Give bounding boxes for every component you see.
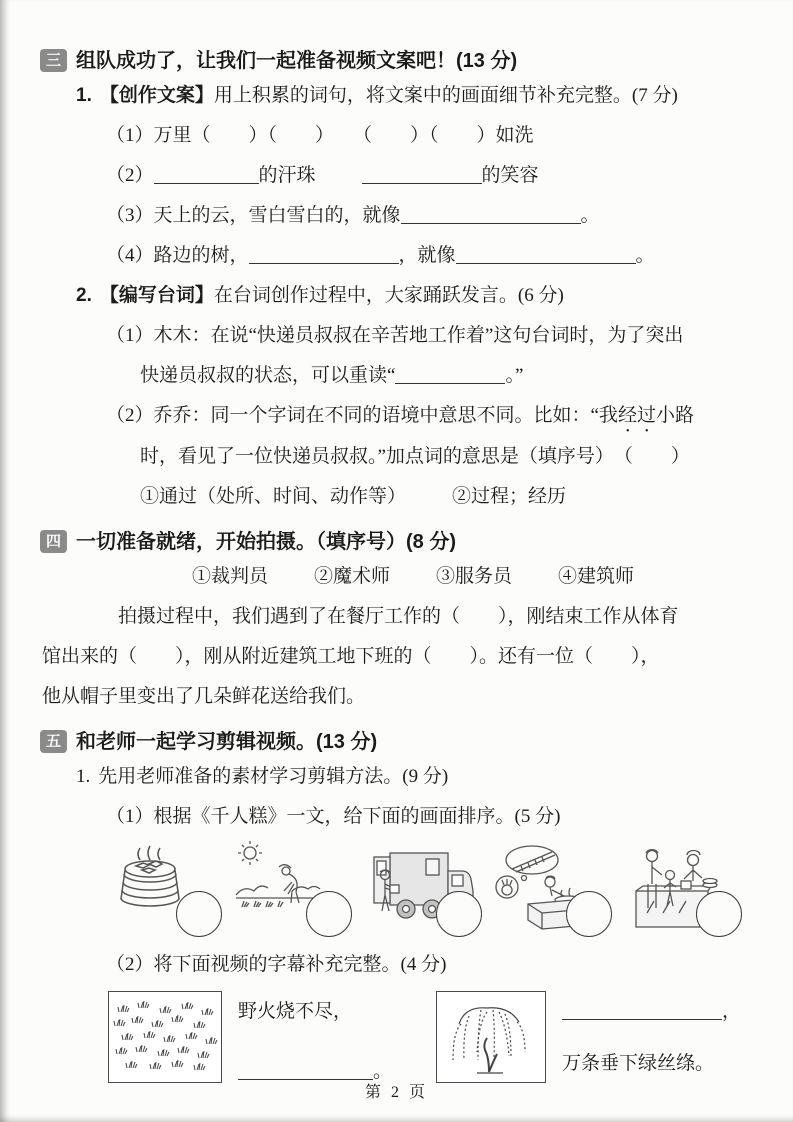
s5-sub2-line: （2）将下面视频的字幕补充完整。(4 分) (106, 954, 447, 975)
q1-item2-seg1: 的汗珠 (258, 165, 316, 186)
section-4-para-line1: 拍摄过程中，我们遇到了在餐厅工作的（ ），刚结束工作从体育 (118, 606, 679, 627)
caption-right-text (562, 991, 741, 1085)
q2-item1-line2-end: 。” (505, 365, 524, 386)
q1-item3-end: 。 (580, 205, 600, 226)
answer-blank[interactable] (456, 261, 636, 264)
q1-item4 (40, 236, 759, 276)
grass-field-image (108, 991, 222, 1083)
q2-item1-line2 (40, 356, 759, 396)
q2-tag: 【编写台词】 (99, 285, 214, 306)
caption-right-line1-end: ， (722, 1001, 742, 1022)
answer-circle[interactable] (696, 891, 742, 937)
answer-circle[interactable] (306, 891, 352, 937)
q1-number: 1. (76, 85, 92, 106)
q2-desc: 在台词创作过程中，大家踊跃发言。(6 分) (213, 285, 564, 306)
answer-blank[interactable] (562, 1017, 722, 1020)
q2-number: 2. (76, 285, 92, 306)
q2-desc-line (40, 276, 759, 316)
q2-item1-line2-pre: 快递员叔叔的状态，可以重读“ (140, 365, 396, 386)
q1-item4-end: 。 (635, 245, 655, 266)
q2-item2-options (40, 477, 759, 517)
q1-desc: 用上积累的词句，将文案中的画面细节补充完整。(7 分) (213, 85, 678, 106)
answer-blank[interactable] (362, 181, 482, 184)
picture-cooking-sugar (494, 841, 616, 939)
q1-tag: 【创作文案】 (99, 85, 214, 106)
section-3-title: 组队成功了，让我们一起准备视频文案吧！(13 分) (76, 50, 518, 72)
s5-q1-desc: 先用老师准备的素材学习剪辑方法。(9 分) (98, 766, 449, 787)
section-3-badge: 三 (40, 49, 67, 72)
caption-left-text (238, 991, 392, 1093)
q1-item2 (40, 156, 759, 196)
section-4-title: 一切准备就绪，开始拍摄。（填序号）(8 分) (76, 531, 456, 553)
grass-illustration (109, 992, 221, 1076)
answer-circle[interactable] (436, 891, 482, 937)
q1-desc-line (40, 76, 759, 116)
willow-illustration (437, 992, 545, 1076)
q2-item2-dotted-word: 经过 (617, 405, 656, 426)
answer-circle[interactable] (566, 891, 612, 937)
answer-blank[interactable] (249, 261, 399, 264)
option-waiter: ③服务员 (436, 566, 513, 587)
caption-left-line2-end: 。 (373, 1061, 393, 1082)
s5-q1-line (40, 757, 759, 797)
q2-item2-line1-pre: （2）乔乔：同一个字词在不同的语境中意思不同。比如：“我 (106, 405, 618, 426)
q2-option-1: ①通过（处所、时间、动作等） (140, 486, 407, 507)
answer-blank[interactable] (395, 381, 505, 384)
section-4-para-line2: 馆出来的（ ），刚从附近建筑工地下班的（ ）。还有一位（ ）， (42, 646, 660, 667)
page-number: 第 2 页 (364, 1084, 428, 1101)
answer-blank[interactable] (401, 221, 581, 224)
q1-item4-mid: ，就像 (398, 245, 456, 266)
section-3-header (40, 46, 759, 76)
section-4-para-line3: 他从帽子里变出了几朵鲜花送给我们。 (42, 686, 366, 707)
q2-item2-line1 (40, 396, 759, 437)
s5-sub1-line: （1）根据《千人糕》一文，给下面的画面排序。(5 分) (106, 806, 561, 827)
section-5-badge: 五 (40, 730, 67, 753)
picture-ordering-row (40, 841, 759, 939)
option-referee: ①裁判员 (192, 566, 269, 587)
option-architect: ④建筑师 (558, 566, 635, 587)
answer-circle[interactable] (176, 891, 222, 937)
q2-option-2: ②过程；经历 (452, 486, 567, 507)
picture-steaming-rice-cake (104, 841, 226, 939)
picture-delivery-truck (364, 841, 486, 939)
s5-q1-number: 1. (76, 766, 91, 787)
caption-right-line1 (562, 991, 741, 1033)
q1-item2-seg2: 的笑容 (481, 165, 539, 186)
section-5-header (40, 727, 759, 757)
option-magician: ②魔术师 (314, 566, 391, 587)
q2-item2-line1-end: 小路 (655, 405, 694, 426)
section-4-options (40, 557, 759, 597)
picture-shop-counter (624, 841, 746, 939)
q1-item1: （1）万里（ ）（ ） （ ）（ ）如洗 (106, 125, 534, 146)
q1-item4-pre: （4）路边的树， (106, 245, 249, 266)
q2-item1-line1: （1）木木：在说“快递员叔叔在辛苦地工作着”这句台词时，为了突出 (106, 325, 684, 346)
section-5-title: 和老师一起学习剪辑视频。(13 分) (76, 731, 378, 753)
q2-item2-line2: 时，看见了一位快递员叔叔。”加点词的意思是（填序号） （ ） (140, 446, 690, 467)
caption-left-line1: 野火烧不尽， (238, 1001, 353, 1022)
q1-item2-num: （2） (106, 165, 154, 186)
picture-farmer-planting (234, 841, 356, 939)
willow-tree-image (436, 991, 546, 1083)
q1-item3 (40, 196, 759, 236)
caption-right-line2: 万条垂下绿丝绦。 (562, 1053, 715, 1074)
caption-completion-row (40, 991, 759, 1093)
section-4-header (40, 527, 759, 557)
section-4-badge: 四 (40, 530, 67, 553)
answer-blank[interactable] (154, 181, 259, 184)
q1-item3-pre: （3）天上的云，雪白雪白的，就像 (106, 205, 401, 226)
